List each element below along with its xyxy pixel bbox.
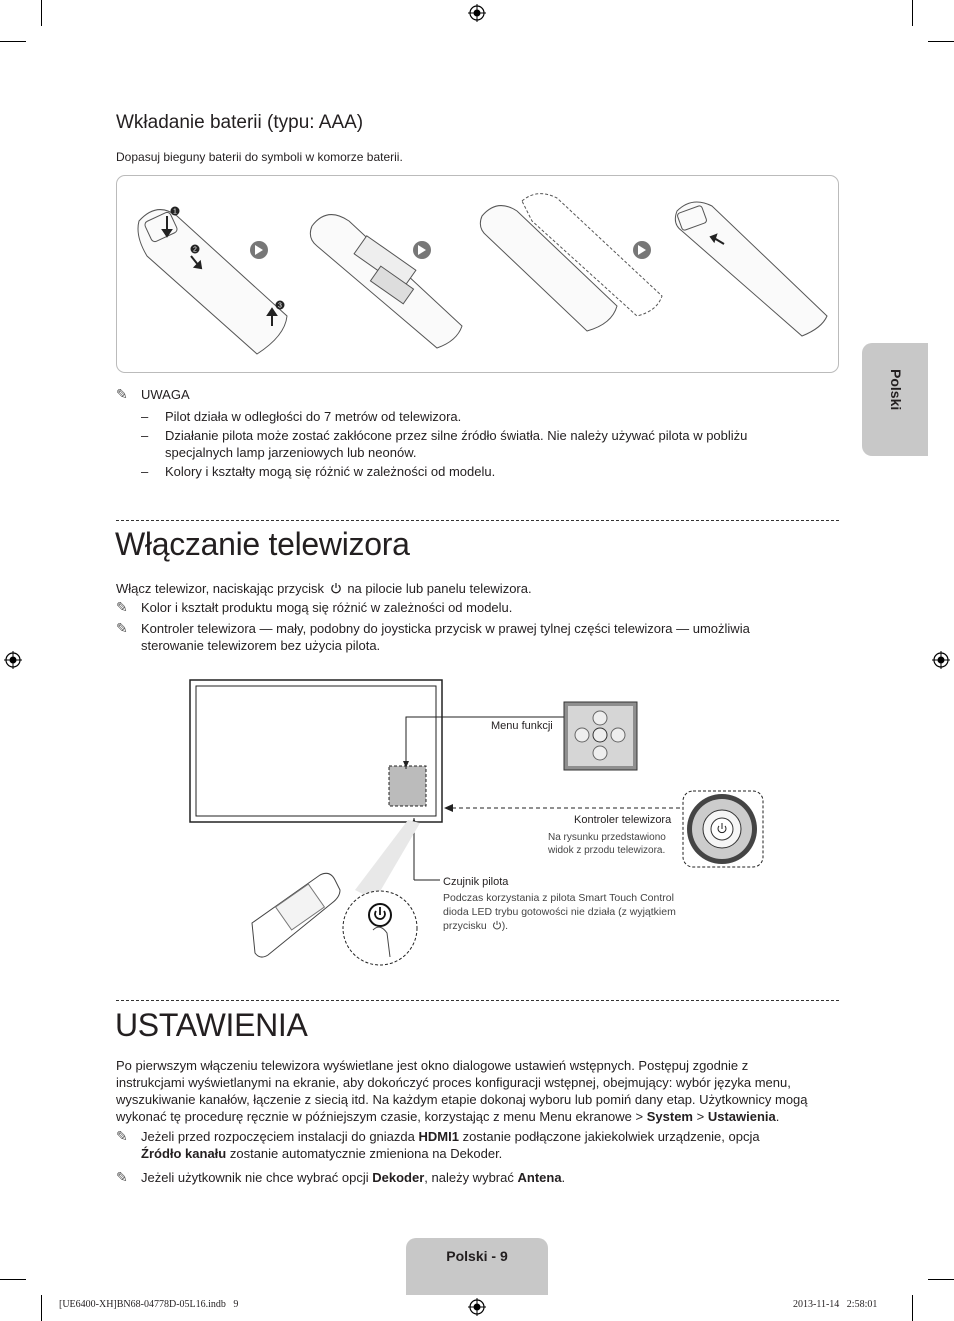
sentence-end: . xyxy=(775,1109,780,1124)
language-side-tab-label: Polski xyxy=(888,369,904,411)
note-pencil-icon: ✎ xyxy=(116,620,128,636)
decoder-label: Dekoder xyxy=(372,1170,425,1185)
function-menu-graphic xyxy=(564,702,637,770)
list-item: Działanie pilota może zostać zakłócone przez silne źródło światła. Nie należy używać pilota w pobliżu xyxy=(165,428,748,443)
power-on-section-title: Włączanie telewizora xyxy=(115,526,410,562)
crop-mark xyxy=(928,1279,954,1280)
list-item-continued: specjalnych lamp jarzeniowych lub neonów. xyxy=(165,445,417,460)
section-divider xyxy=(116,1000,839,1001)
power-icon xyxy=(492,920,502,930)
registration-mark-icon xyxy=(468,1298,486,1316)
setup-paragraph-line: wyszukiwanie kanałów, łączenie z siecią itd. Na każdym etapie dokonaj wyboru lub pomiń dany etap. Użytkownicy mogą xyxy=(116,1092,808,1107)
registration-mark-icon xyxy=(932,651,950,669)
note-pencil-icon: ✎ xyxy=(116,386,128,402)
menu-path-settings: Ustawienia xyxy=(707,1109,776,1124)
step-number-2: 2 xyxy=(193,246,197,254)
note-pencil-icon: ✎ xyxy=(116,599,128,615)
note-pencil-icon: ✎ xyxy=(116,1169,128,1185)
list-bullet: – xyxy=(141,464,149,479)
list-bullet: – xyxy=(141,409,149,424)
menu-path-separator: > xyxy=(696,1109,705,1124)
sensor-desc-end: ). xyxy=(501,920,509,932)
page-number-tab xyxy=(406,1238,548,1295)
crop-mark xyxy=(0,41,26,42)
setup-note-1-text: zostanie automatycznie zmieniona na Dekoder. xyxy=(229,1146,503,1161)
power-button-press-graphic xyxy=(343,891,417,965)
smart-touch-remote-graphic xyxy=(252,873,340,957)
menu-function-label: Menu funkcji xyxy=(491,720,553,732)
list-bullet: – xyxy=(141,428,149,443)
setup-note-1 xyxy=(141,1128,841,1162)
setup-paragraph-line: instrukcjami wyświetlanymi na ekranie, aby dokończyć proces konfiguracji wstępnej, obejmujący: wybór języka menu, xyxy=(116,1075,791,1090)
battery-section-title: Wkładanie baterii (typu: AAA) xyxy=(116,112,364,133)
crop-mark xyxy=(912,0,913,26)
registration-mark-icon xyxy=(468,4,486,22)
section-divider xyxy=(116,520,839,521)
power-icon xyxy=(330,582,342,594)
controller-desc-line: Na rysunku przedstawiono xyxy=(548,832,666,843)
controller-description xyxy=(548,831,666,857)
list-item: Pilot działa w odległości do 7 metrów od telewizora. xyxy=(165,409,462,424)
setup-note-2-text: Jeżeli użytkownik nie chce wybrać opcji xyxy=(141,1170,369,1185)
controller-desc-line: widok z przodu telewizora. xyxy=(548,845,666,856)
menu-path-system: System xyxy=(646,1109,693,1124)
power-on-intro xyxy=(116,580,532,597)
tv-controller-graphic xyxy=(683,791,763,867)
sensor-label: Czujnik pilota xyxy=(443,876,509,888)
crop-mark xyxy=(41,0,42,26)
battery-illustration-panel xyxy=(116,175,839,373)
crop-mark xyxy=(41,1295,42,1321)
sensor-desc-line: Podczas korzystania z pilota Smart Touch Control xyxy=(443,892,674,904)
power-on-note-2: Kontroler telewizora — mały, podobny do joysticka przycisk w prawej tylnej części telewizora — umożliwia xyxy=(141,621,750,636)
hdmi1-label: HDMI1 xyxy=(418,1129,459,1144)
sensor-description xyxy=(443,891,676,933)
antenna-label: Antena xyxy=(517,1170,562,1185)
power-on-intro-start: Włącz telewizor, naciskając przycisk xyxy=(116,581,325,596)
print-file-info: [UE6400-XH]BN68-04778D-05L16.indb 9 xyxy=(59,1299,239,1310)
channel-source-label: Źródło kanału xyxy=(141,1146,227,1161)
setup-paragraph-line: wykonać tę procedurę ręcznie w późniejszym czasie, korzystając z menu Menu ekranowe > xyxy=(116,1109,644,1124)
setup-note-2-text: , należy wybrać xyxy=(424,1170,514,1185)
setup-note-1-text: Jeżeli przed rozpoczęciem instalacji do gniazda xyxy=(141,1129,415,1144)
setup-paragraph xyxy=(116,1057,846,1125)
battery-intro: Dopasuj bieguny baterii do symboli w komorze baterii. xyxy=(116,150,403,164)
registration-mark-icon xyxy=(4,651,22,669)
setup-note-2 xyxy=(141,1169,565,1186)
power-on-note-1: Kolor i kształt produktu mogą się różnić w zależności od modelu. xyxy=(141,600,513,615)
note-pencil-icon: ✎ xyxy=(116,1128,128,1144)
power-on-note-2-continued: sterowanie telewizorem bez użycia pilota. xyxy=(141,638,381,653)
setup-note-1-text: zostanie podłączone jakiekolwiek urządzenie, opcja xyxy=(462,1129,760,1144)
language-side-tab xyxy=(862,343,928,456)
page-number-label: Polski - 9 xyxy=(446,1248,508,1264)
crop-mark xyxy=(912,1295,913,1321)
print-timestamp: 2013-11-14 2:58:01 xyxy=(793,1299,878,1310)
power-on-intro-end: na pilocie lub panelu telewizora. xyxy=(347,581,532,596)
note-label: UWAGA xyxy=(141,387,190,402)
controller-label: Kontroler telewizora xyxy=(574,814,672,826)
setup-section-title: USTAWIENIA xyxy=(115,1007,308,1043)
battery-steps-illustration xyxy=(117,176,838,372)
list-item: Kolory i kształty mogą się różnić w zależności od modelu. xyxy=(165,464,496,479)
sensor-desc-line: dioda LED trybu gotowości nie działa (z wyjątkiem xyxy=(443,906,676,918)
crop-mark xyxy=(928,41,954,42)
crop-mark xyxy=(0,1279,26,1280)
setup-paragraph-line: Po pierwszym włączeniu telewizora wyświetlane jest okno dialogowe ustawień wstępnych. Postępuj zgodnie z xyxy=(116,1058,749,1073)
step-number-1: 1 xyxy=(173,208,177,216)
sentence-end: . xyxy=(561,1170,566,1185)
sensor-desc-line: przycisku xyxy=(443,920,487,932)
step-number-3: 3 xyxy=(278,302,282,310)
